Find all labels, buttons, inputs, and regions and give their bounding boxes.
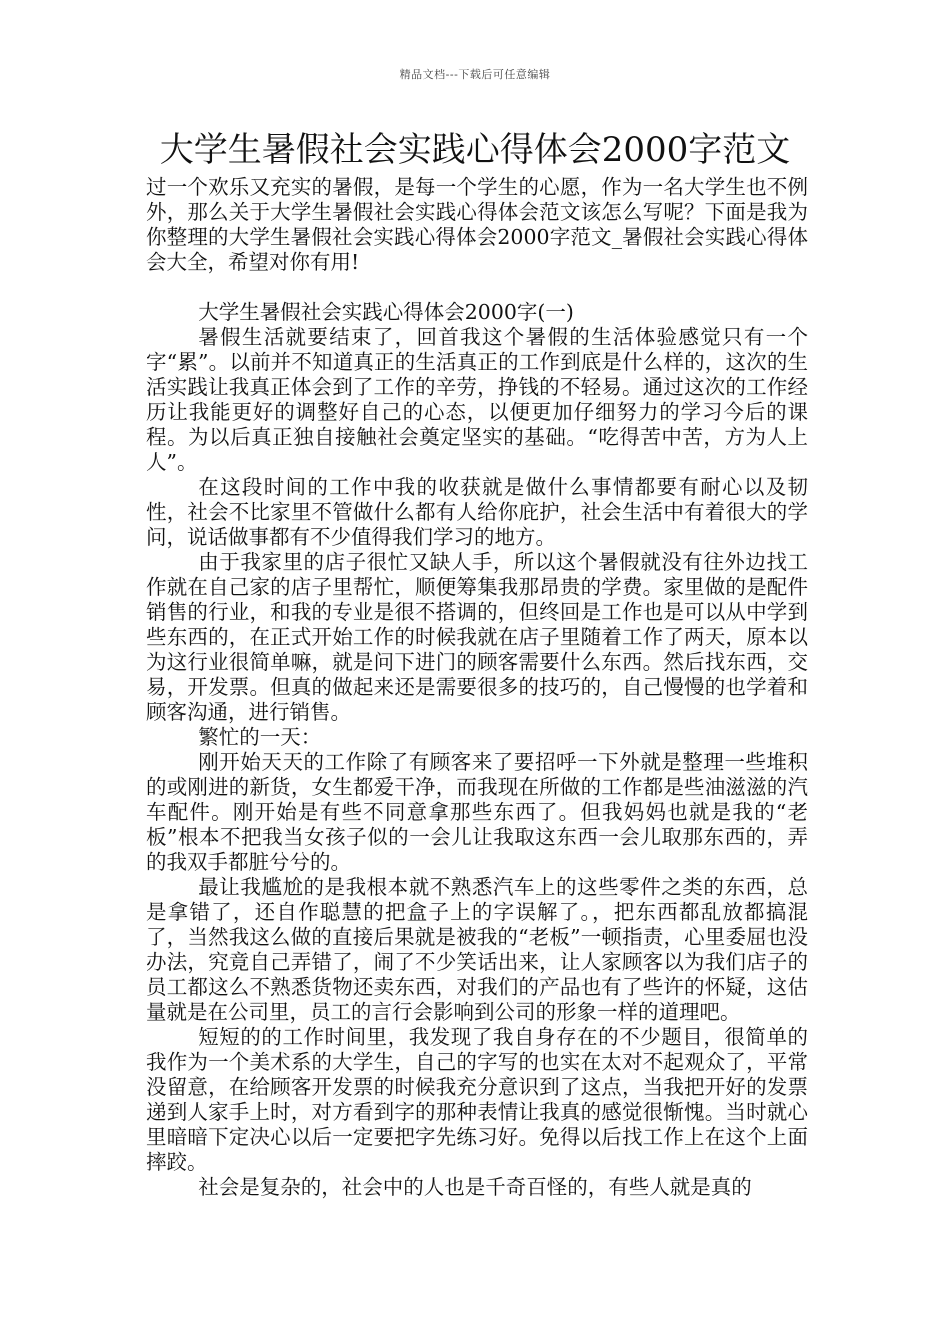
document-body <box>146 175 808 1200</box>
body-paragraph: 最让我尴尬的是我根本就不熟悉汽车上的这些零件之类的东西，总是拿错了，还自作聪慧的把盒子上的字误解了。，把东西都乱放都搞混了，当然我这么做的直接后果就是被我的“老板”一顿指责，心里委屈也没办法，究竟自己弄错了，闹了不少笑话出来，让人家顾客以为我们店子的员工都这么不熟悉货物还卖东西，对我们的产品也有了些许的怀疑，这估量就是在公司里，员工的言行会影响到公司的形象一样的道理吧。 <box>146 875 808 1024</box>
header-note: 精品文档---下载后可任意编辑 <box>399 68 551 81</box>
body-paragraph: 暑假生活就要结束了，回首我这个暑假的生活体验感觉只有一个字“累”。以前并不知道真正的生活真正的工作到底是什么样的，这次的生活实践让我真正体会到了工作的辛劳，挣钱的不轻易。通过这次的工作经历让我能更好的调整好自己的心态，以便更加仔细努力的学习今后的课程。为以后真正独自接触社会奠定坚实的基础。“吃得苦中苦，方为人上人”。 <box>146 325 808 474</box>
document-title: 大学生暑假社会实践心得体会2000字范文 <box>159 130 791 170</box>
subheading-busy-day: 繁忙的一天： <box>198 725 322 749</box>
body-paragraph: 刚开始天天的工作除了有顾客来了要招呼一下外就是整理一些堆积的或刚进的新货，女生都爱干净，而我现在所做的工作都是些油滋滋的汽车配件。刚开始是有些不同意拿那些东西了。但我妈妈也就是我的“老板”根本不把我当女孩子似的一会儿让我取这东西一会儿取那东西的，弄的我双手都脏兮兮的。 <box>146 750 808 874</box>
paragraph-spacer <box>146 275 808 300</box>
body-paragraph: 社会是复杂的，社会中的人也是千奇百怪的，有些人就是真的 <box>198 1175 752 1199</box>
body-paragraph: 短短的的工作时间里，我发现了我自身存在的不少题目，很简单的我作为一个美术系的大学生，自己的字写的也实在太对不起观众了，平常没留意，在给顾客开发票的时候我充分意识到了这点，当我把开好的发票递到人家手上时，对方看到字的那种表情让我真的感觉很惭愧。当时就心里暗暗下定决心以后一定要把字先练习好。免得以后找工作上在这个上面摔跤。 <box>146 1025 808 1174</box>
body-paragraph: 由于我家里的店子很忙又缺人手，所以这个暑假就没有往外边找工作就在自己家的店子里帮忙，顺便筹集我那昂贵的学费。家里做的是配件销售的行业，和我的专业是很不搭调的，但终回是工作也是可以从中学到些东西的，在正式开始工作的时候我就在店子里随着工作了两天，原本以为这行业很简单嘛，就是问下进门的顾客需要什么东西。然后找东西，交易，开发票。但真的做起来还是需要很多的技巧的，自己慢慢的也学着和顾客沟通，进行销售。 <box>146 550 808 724</box>
intro-paragraph: 过一个欢乐又充实的暑假，是每一个学生的心愿，作为一名大学生也不例外，那么关于大学生暑假社会实践心得体会范文该怎么写呢？下面是我为你整理的大学生暑假社会实践心得体会2000字范文_暑假社会实践心得体会大全，希望对你有用! <box>146 175 808 274</box>
section-heading: 大学生暑假社会实践心得体会2000字(一) <box>198 300 574 324</box>
body-paragraph: 在这段时间的工作中我的收获就是做什么事情都要有耐心以及韧性，社会不比家里不管做什么都有人给你庇护，社会生活中有着很大的学问，说话做事都有不少值得我们学习的地方。 <box>146 475 808 549</box>
